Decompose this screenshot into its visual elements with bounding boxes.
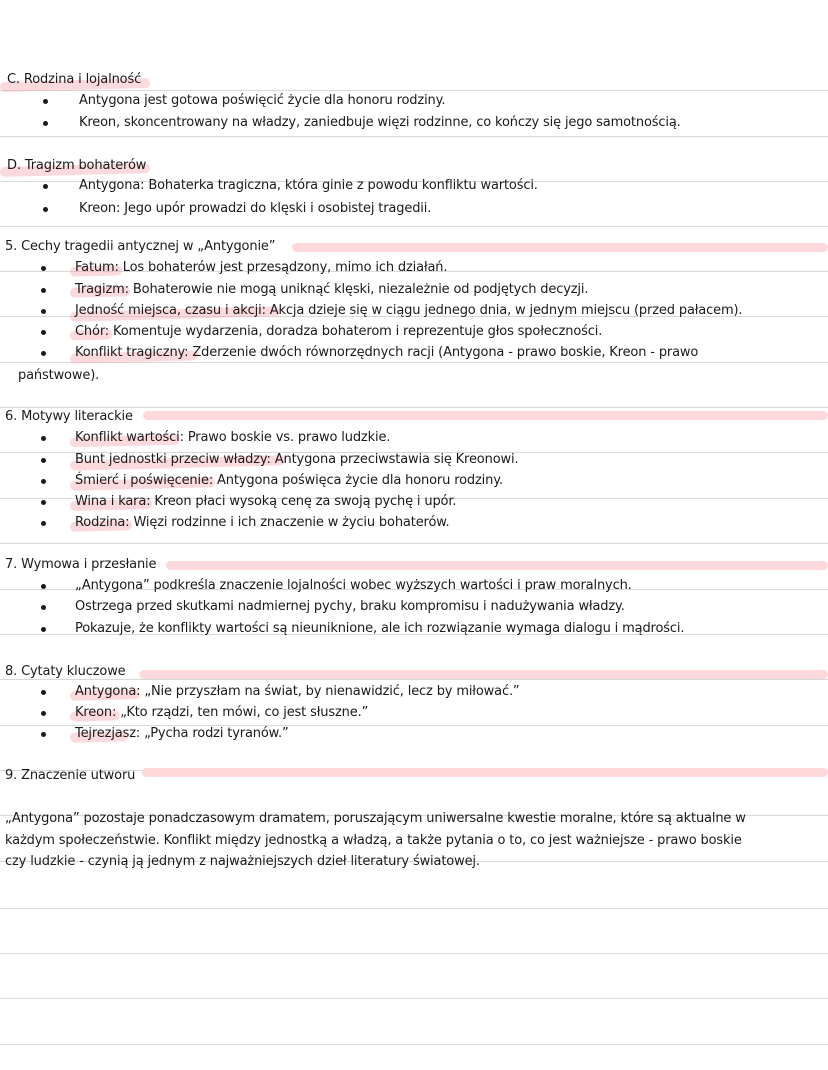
bullet-icon — [41, 584, 46, 589]
term: Śmierć i poświęcenie — [75, 473, 209, 488]
bullet-icon — [43, 207, 48, 212]
section-heading-8: 8. Cytaty kluczowe — [5, 664, 126, 679]
list-item: Antygona: „Nie przyszłam na świat, by nienawidzić, lecz by miłować.” — [75, 684, 520, 699]
term: Fatum — [75, 260, 115, 275]
paragraph-line: czy ludzkie - czynią ją jednym z najważniejszych dzieł literatury światowej. — [5, 854, 480, 869]
list-item: Jedność miejsca, czasu i akcji: Akcja dzieje się w ciągu jednego dnia, w jednym miejscu (przed pałacem). — [75, 303, 743, 318]
bullet-icon — [41, 330, 46, 335]
heading-highlight — [166, 561, 828, 570]
list-item: Kreon, skoncentrowany na władzy, zaniedbuje więzi rodzinne, co kończy się jego samotnością. — [79, 115, 681, 130]
bullet-icon — [41, 627, 46, 632]
bullet-icon — [41, 266, 46, 271]
bullet-icon — [41, 436, 46, 441]
heading-highlight — [292, 243, 828, 252]
bullet-icon — [41, 458, 46, 463]
heading-highlight — [139, 670, 828, 679]
list-item: Pokazuje, że konflikty wartości są nieuniknione, ale ich rozwiązanie wymaga dialogu i mądrości. — [75, 621, 685, 636]
list-item: Tejrezjasz: „Pycha rodzi tyranów.” — [75, 726, 289, 741]
section-heading-5: 5. Cechy tragedii antycznej w „Antygonie” — [5, 239, 276, 254]
bullet-icon — [43, 184, 48, 189]
heading-highlight — [143, 411, 828, 420]
section-heading-d: D. Tragizm bohaterów — [7, 158, 147, 173]
section-heading-9: 9. Znaczenie utworu — [5, 768, 136, 783]
list-item: Wina i kara: Kreon płaci wysoką cenę za swoją pychę i upór. — [75, 494, 457, 509]
bullet-icon — [41, 479, 46, 484]
bullet-icon — [41, 351, 46, 356]
term: Kreon — [75, 705, 113, 720]
heading-highlight — [142, 768, 828, 777]
list-item: Konflikt wartości: Prawo boskie vs. prawo ludzkie. — [75, 430, 391, 445]
term: Chór — [75, 324, 105, 339]
ruled-line — [0, 90, 828, 91]
term: Konflikt wartości — [75, 430, 180, 445]
term: Antygona — [75, 684, 137, 699]
list-item: Antygona: Bohaterka tragiczna, która ginie z powodu konfliktu wartości. — [79, 178, 538, 193]
list-item: Bunt jednostki przeciw władzy: Antygona przeciwstawia się Kreonowi. — [75, 452, 519, 467]
bullet-icon — [41, 605, 46, 610]
bullet-icon — [43, 121, 48, 126]
bullet-icon — [41, 521, 46, 526]
ruled-line — [0, 136, 828, 137]
term: Wina i kara — [75, 494, 147, 509]
section-heading-6: 6. Motywy literackie — [5, 409, 133, 424]
list-item: Rodzina: Więzi rodzinne i ich znaczenie w życiu bohaterów. — [75, 515, 450, 530]
ruled-line — [0, 908, 828, 909]
list-item: Fatum: Los bohaterów jest przesądzony, mimo ich działań. — [75, 260, 448, 275]
ruled-line — [0, 543, 828, 544]
bullet-icon — [41, 711, 46, 716]
section-heading-7: 7. Wymowa i przesłanie — [5, 557, 157, 572]
term: Jedność miejsca, czasu i akcji — [75, 303, 262, 318]
list-item: Chór: Komentuje wydarzenia, doradza bohaterom i reprezentuje głos społeczności. — [75, 324, 603, 339]
list-item: Antygona jest gotowa poświęcić życie dla honoru rodziny. — [79, 93, 446, 108]
section-heading-c: C. Rodzina i lojalność — [7, 72, 142, 87]
ruled-line — [0, 1044, 828, 1045]
paragraph-line: każdym społeczeństwie. Konflikt między jednostką a władzą, a także pytania o to, co jest ważniejsze - prawo boskie — [5, 833, 742, 848]
ruled-line — [0, 998, 828, 999]
term: Rodzina — [75, 515, 126, 530]
bullet-icon — [41, 732, 46, 737]
term: Konflikt tragiczny — [75, 345, 185, 360]
list-item: „Antygona” podkreśla znaczenie lojalności wobec wyższych wartości i praw moralnych. — [75, 578, 632, 593]
bullet-icon — [43, 99, 48, 104]
ruled-line — [0, 226, 828, 227]
ruled-line — [0, 953, 828, 954]
list-item: Konflikt tragiczny: Zderzenie dwóch równorzędnych racji (Antygona - prawo boskie, Kreon - prawo — [75, 345, 699, 360]
bullet-icon — [41, 288, 46, 293]
list-item: Śmierć i poświęcenie: Antygona poświęca życie dla honoru rodziny. — [75, 473, 503, 488]
list-item: Kreon: Jego upór prowadzi do klęski i osobistej tragedii. — [79, 201, 432, 216]
bullet-icon — [41, 690, 46, 695]
term: Tejrezjasz — [75, 726, 136, 741]
term: Bunt jednostki przeciw władzy — [75, 452, 267, 467]
paragraph-line: „Antygona” pozostaje ponadczasowym dramatem, poruszającym uniwersalne kwestie moralne, które są aktualne w — [5, 811, 746, 826]
list-item: Kreon: „Kto rządzi, ten mówi, co jest słuszne.” — [75, 705, 369, 720]
bullet-icon — [41, 309, 46, 314]
list-item-continuation: państwowe). — [18, 368, 100, 383]
term: Tragizm — [75, 282, 125, 297]
list-item: Tragizm: Bohaterowie nie mogą uniknąć klęski, niezależnie od podjętych decyzji. — [75, 282, 589, 297]
bullet-icon — [41, 500, 46, 505]
list-item: Ostrzega przed skutkami nadmiernej pychy, braku kompromisu i nadużywania władzy. — [75, 599, 625, 614]
